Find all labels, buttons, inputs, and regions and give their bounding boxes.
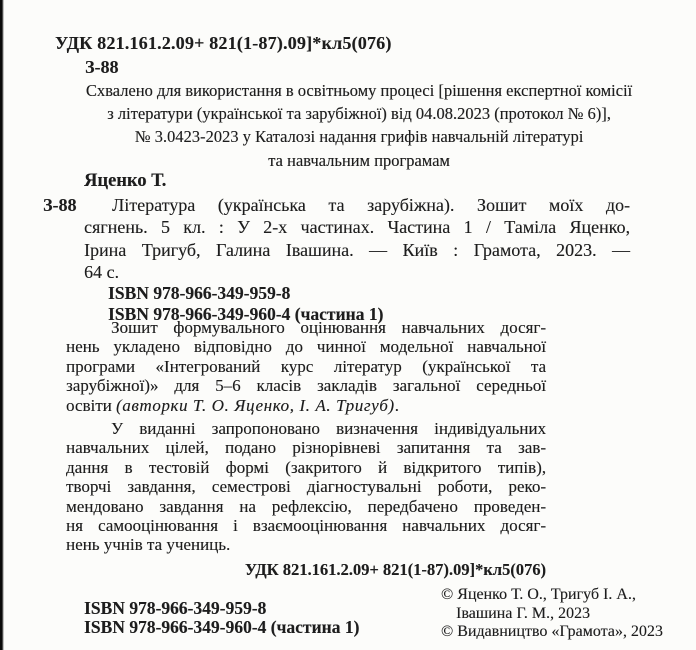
catalog-entry: Література (українська та зарубіжна). Зошит моїх до- сягнень. 5 кл. : У 2-х частинах. Частина 1 / Таміла Яценко, Ірина Тригуб, Галина Івашина. — Київ : Грамота, 2023. — 64 с.: [84, 195, 630, 283]
isbn-block-bottom: ISBN 978-966-349-959-8 ISBN 978-966-349-960-4 (частина 1): [84, 598, 360, 638]
copyright-block: © Яценко Т. О., Тригуб І. А., Івашина Г. М., 2023 © Видавництво «Грамота», 2023: [441, 586, 663, 641]
approval-statement: Схвалено для використання в освітньому процесі [рішення експертної комісії з літератури (української та зарубіжної) від 04.08.2023 (протокол № 6)], № 3.0423-2023 у Каталозі надання грифів навчальній літературі та навчальним програмам: [85, 81, 633, 170]
author-heading: Яценко Т.: [84, 171, 167, 191]
book-index-code-top: З-88: [85, 57, 119, 77]
annotation-paragraph-1: Зошит формувального оцінювання навчальних досяг- нень укладено відповідно до чинної модельної навчальної програми «Інтегрований курс літератур (української та зарубіжної)» для 5–6 класів закладів загальної середньої освіти (авторки Т. О. Яценко, І. А. Тригуб).: [66, 318, 546, 415]
scan-binding-edge: [0, 0, 4, 650]
udc-code-bottom: УДК 821.161.2.09+ 821(1-87).09]*кл5(076): [244, 560, 546, 579]
udc-code-top: УДК 821.161.2.09+ 821(1-87).09]*кл5(076): [55, 33, 392, 53]
book-index-code-card: З-88: [43, 195, 77, 215]
annotation-paragraph-2: У виданні запропоновано визначення індивідуальних навчальних цілей, подано різнорівневі запитання та зав- дання в тестовій формі (закритого й відкритого типів), творчі завдання, семестрові діагностувальні роботи, реко- мендовано завдання на рефлексію, передбачено проведен- ня самооцінювання і взаємооцінювання навчальних досяг- нень учнів та учениць.: [66, 419, 546, 555]
isbn-block-card: ISBN 978-966-349-959-8 ISBN 978-966-349-960-4 (частина 1): [108, 283, 384, 324]
